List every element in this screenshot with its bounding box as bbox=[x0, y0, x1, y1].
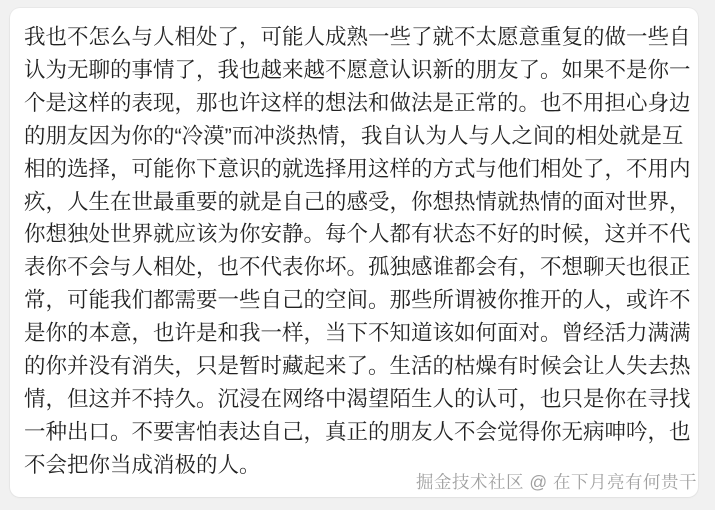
text-line: 情，但这并不持久。沉浸在网络中渴望陌生人的认可，也只是你在寻找 bbox=[24, 386, 691, 411]
text-line: 疚，人生在世最重要的就是自己的感受，你想热情就热情的面对世界， bbox=[24, 189, 691, 214]
text-line: 的你并没有消失，只是暂时藏起来了。生活的枯燥有时候会让人失去热 bbox=[24, 354, 691, 379]
text-line: 表你不会与人相处，也不代表你坏。孤独感谁都会有，不想聊天也很正 bbox=[24, 255, 691, 280]
watermark: 掘金技术社区 @ 在下月亮有何贵干 bbox=[416, 472, 697, 492]
text-card bbox=[10, 8, 698, 497]
text-line: 相的选择，可能你下意识的就选择用这样的方式与他们相处了，不用内 bbox=[24, 156, 691, 181]
text-line: 我也不怎么与人相处了，可能人成熟一些了就不太愿意重复的做一些自 bbox=[24, 25, 691, 49]
text-line: 你想独处世界就应该为你安静。每个人都有状态不好的时候，这并不代 bbox=[24, 222, 691, 247]
text-line: 是你的本意，也许是和我一样，当下不知道该如何面对。曾经活力满满 bbox=[24, 321, 691, 346]
text-line: 一种出口。不要害怕表达自己，真正的朋友人不会觉得你无病呻吟，也 bbox=[24, 419, 691, 444]
text-line: 个是这样的表现，那也许这样的想法和做法是正常的。也不用担心身边 bbox=[24, 90, 691, 115]
text-line: 常，可能我们都需要一些自己的空间。那些所谓被你推开的人，或许不 bbox=[24, 288, 691, 313]
text-line: 认为无聊的事情了，我也越来越不愿意认识新的朋友了。如果不是你一 bbox=[24, 57, 691, 82]
paragraph bbox=[24, 21, 700, 482]
text-line: 不会把你当成消极的人。 bbox=[24, 452, 261, 477]
text-line: 的朋友因为你的“冷漠”而冲淡热情，我自认为人与人之间的相处就是互 bbox=[24, 123, 684, 148]
